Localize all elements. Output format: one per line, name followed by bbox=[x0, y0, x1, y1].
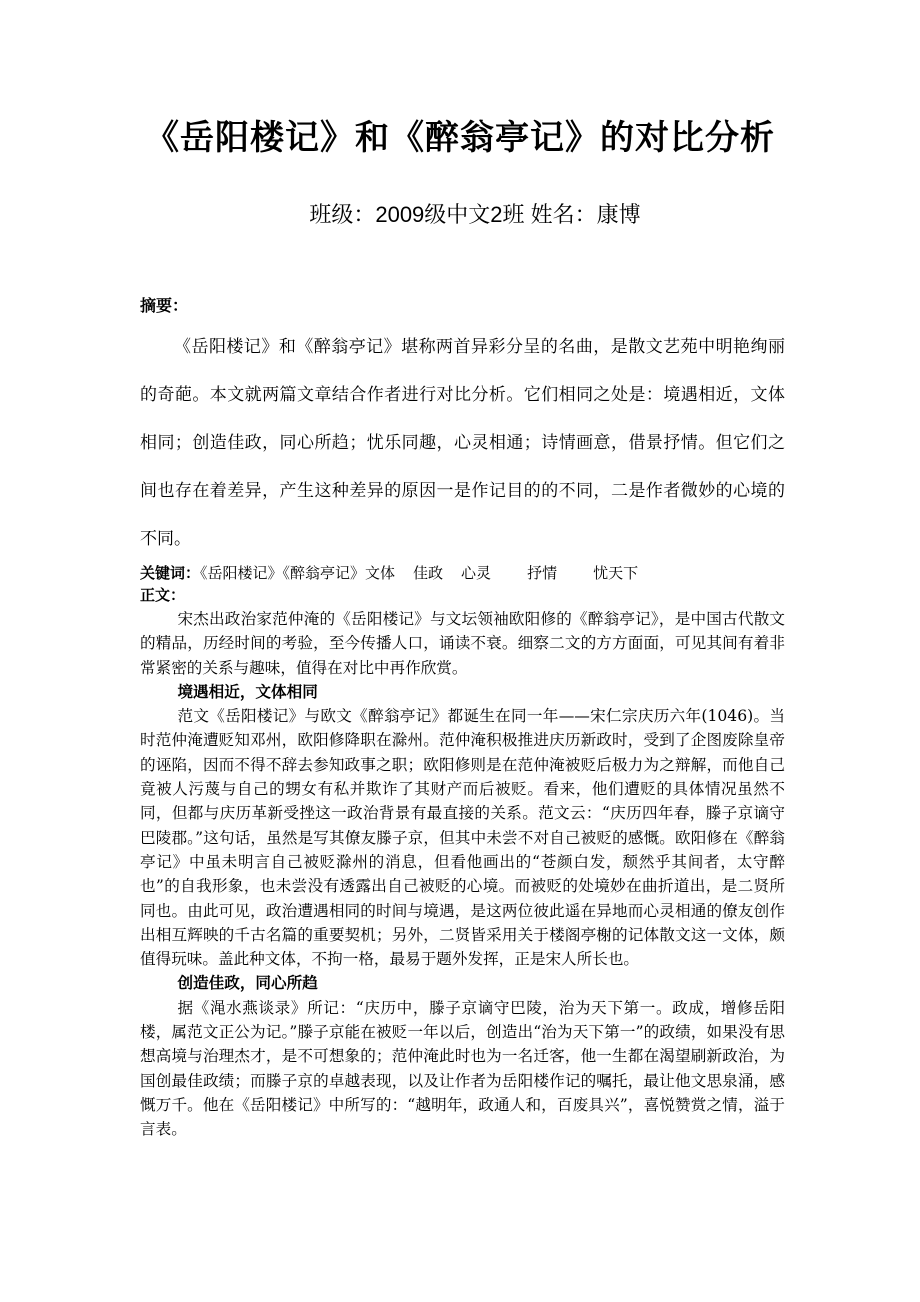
keywords-label: 关键词： bbox=[140, 564, 201, 582]
keyword-item: 抒情 bbox=[527, 564, 558, 582]
keywords-line bbox=[140, 562, 800, 584]
author-line: 班级：2009级中文2班 姓名：康博 bbox=[309, 202, 641, 227]
abstract-heading: 摘要： bbox=[140, 296, 189, 315]
section-paragraph: 据《渑水燕谈录》所记：“庆历中，滕子京谪守巴陵，治为天下第一。政成，增修岳阳楼，属范文正公为记。”滕子京能在被贬一年以后，创造出“治为天下第一”的政绩，如果没有思想高境与治理杰才，是不可想象的；范仲淹此时也为一名迁客，他一生都在渴望刷新政治，为国创最佳政绩；而滕子京的卓越表现，以及让作者为岳阳楼作记的嘱托，最让他文思泉涌，感慨万千。他在《岳阳楼记》中所写的：“越明年，政通人和，百废具兴”，喜悦赞赏之情，溢于言表。 bbox=[140, 998, 785, 1139]
intro-paragraph: 宋杰出政治家范仲淹的《岳阳楼记》与文坛领袖欧阳修的《醉翁亭记》，是中国古代散文的精品，历经时间的考验，至今传播人口，诵读不衰。细察二文的方方面面，可见其间有着非常紧密的关系与趣味，值得在对比中再作欣赏。 bbox=[140, 610, 785, 677]
abstract-text: 《岳阳楼记》和《醉翁亭记》堪称两首异彩分呈的名曲，是散文艺苑中明艳绚丽的奇葩。本文就两篇文章结合作者进行对比分析。它们相同之处是：境遇相近，文体相同；创造佳政，同心所趋；忧乐同趣，心灵相通；诗情画意，借景抒情。但它们之间也存在着差异，产生这种差异的原因一是作记目的的不同，二是作者微妙的心境的不同。 bbox=[140, 337, 785, 549]
section-heading: 境遇相近，文体相同 bbox=[177, 682, 318, 701]
keyword-item: 《岳阳楼记》《醉翁亭记》文体 bbox=[200, 564, 396, 582]
document-title: 《岳阳楼记》和《醉翁亭记》的对比分析 bbox=[145, 118, 775, 158]
section-paragraph: 范文《岳阳楼记》与欧文《醉翁亭记》都诞生在同一年——宋仁宗庆历六年(1046)。当时范仲淹遭贬知邓州，欧阳修降职在滁州。范仲淹积极推进庆历新政时，受到了企图废除皇帝的诬陷，因而不得不辞去参知政事之职；欧阳修则是在范仲淹被贬后极力为之辩解，而他自己竟被人污蔑与自己的甥女有私并欺诈了其财产而后被贬。看来，他们遭贬的具体情况虽然不同，但都与庆历革新受挫这一政治背景有最直接的关系。范文云：“庆历四年春，滕子京谪守巴陵郡。”这句话，虽然是写其僚友滕子京，但其中未尝不对自己被贬的感慨。欧阳修在《醉翁亭记》中虽未明言自己被贬滁州的消息，但看他画出的“苍颜白发，颓然乎其间者，太守醉也”的自我形象，也未尝没有透露出自己被贬的心境。而被贬的处境妙在曲折道出，是二贤所同也。由此可见，政治遭遇相同的时间与境遇，是这两位彼此遥在异地而心灵相通的僚友创作出相互辉映的千古名篇的重要契机；另外，二贤皆采用关于楼阁亭榭的记体散文这一文体，颇值得玩味。盖此种文体，不拘一格，最易于题外发挥，正是宋人所长也。 bbox=[140, 707, 785, 969]
body-heading: 正文： bbox=[140, 586, 186, 604]
keyword-item: 心灵 bbox=[461, 564, 492, 582]
keyword-item: 忧天下 bbox=[593, 564, 639, 582]
keyword-item: 佳政 bbox=[413, 564, 444, 582]
body-text bbox=[140, 607, 785, 1142]
section-heading: 创造佳政，同心所趋 bbox=[177, 974, 318, 993]
